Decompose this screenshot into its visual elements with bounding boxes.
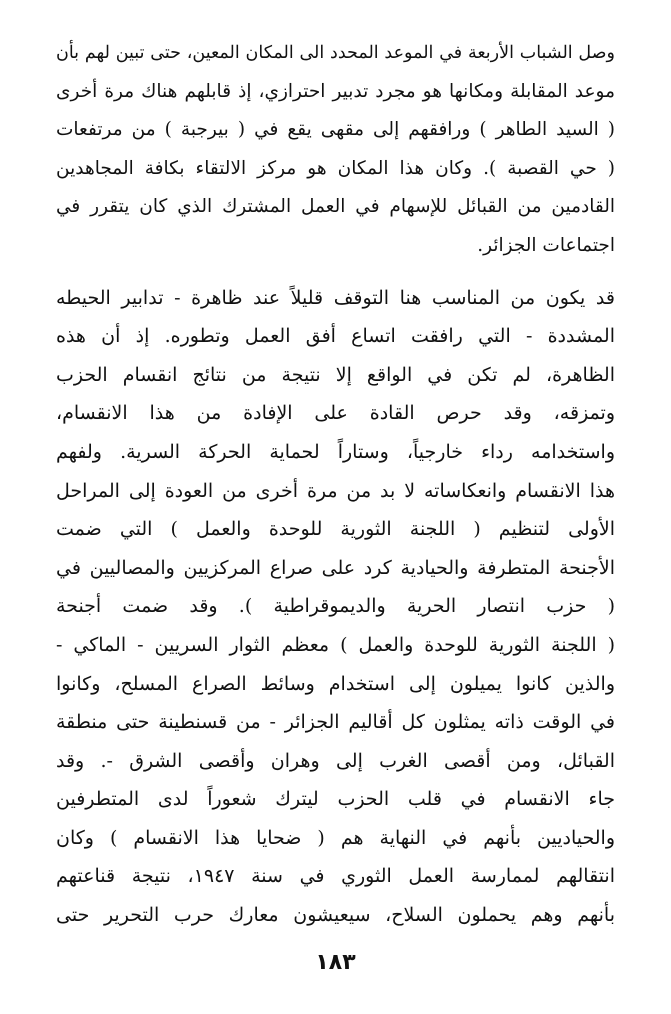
text-line: والحياديين بأنهم في النهاية هم ( ضحايا هذا الانقسام ) وكان [56,826,615,849]
text-line: الأولى لتنظيم ( اللجنة الثورية للوحدة والعمل ) التي ضمت [56,518,615,541]
text-line: وصل الشباب الأربعة في الموعد المحدد الى المكان المعين، حتى تبين لهم بأن [56,43,615,63]
text-line: قد يكون من المناسب هنا التوقف قليلاً عند ظاهرة - تدابير الحيطه [56,286,615,309]
text-line: ( حزب انتصار الحرية والديموقراطية ). وقد ضمت أجنحة [56,595,615,618]
text-line: جاء الانقسام في قلب الحزب ليترك شعوراً لدى المتطرفين [56,788,615,811]
text-line: في الوقت ذاته يمثلون كل أقاليم الجزائر - من قسنطينة حتى منطقة [56,711,615,734]
text-line: انتقالهم لممارسة العمل الثوري في سنة ١٩٤٧، نتيجة قناعتهم [56,865,615,888]
paragraph-gap [56,266,615,279]
paragraph [56,34,615,266]
text-line: واستخدامه رداء خارجياً، وستاراً لحماية الحركة السرية. ولفهم [56,440,615,463]
text-line: ( السيد الطاهر ) ورافقهم إلى مقهى يقع في ( بيرجبة ) من مرتفعات [56,119,615,141]
text-line: اجتماعات الجزائر. [477,234,615,256]
text-line: الأجنحة المتطرفة والحيادية كرد على صراع المركزيين والمصاليين في [56,556,615,579]
page-number: ١٨٣ [315,950,356,975]
text-line: ( حي القصبة ). وكان هذا المكان هو مركز الالتقاء بكافة المجاهدين [56,157,615,179]
text-line: وتمزقه، وقد حرص القادة على الإفادة من هذا الانقسام، [56,402,615,425]
text-line: بأنهم وهم يحملون السلاح، سيعيشون معارك حرب التحرير حتى [56,904,615,927]
text-line: هذا الانقسام وانعكاساته لا بد من مرة أخرى من العودة إلى المراحل [56,479,615,502]
paragraph [56,279,615,935]
text-line: القادمين من القبائل للإسهام في العمل المشترك الذي كان يتقرر في [56,196,615,218]
text-line: والذين كانوا يميلون إلى استخدام وسائط الصراع المسلح، وكانوا [56,672,615,695]
text-line: القبائل، ومن أقصى الغرب إلى وهران وأقصى الشرق -. وقد [56,749,615,772]
text-line: ( اللجنة الثورية للوحدة والعمل ) معظم الثوار السريين - الماكي - [56,633,615,656]
text-line: الظاهرة، لم تكن في الواقع إلا نتيجة من نتائج انقسام الحزب [56,363,615,386]
text-line: المشددة - التي رافقت اتساع أفق العمل وتطوره. إذ أن هذه [56,325,615,348]
text-line: موعد المقابلة ومكانها هو مجرد تدبير احترازي، إذ قابلهم هناك مرة أخرى [56,80,615,102]
